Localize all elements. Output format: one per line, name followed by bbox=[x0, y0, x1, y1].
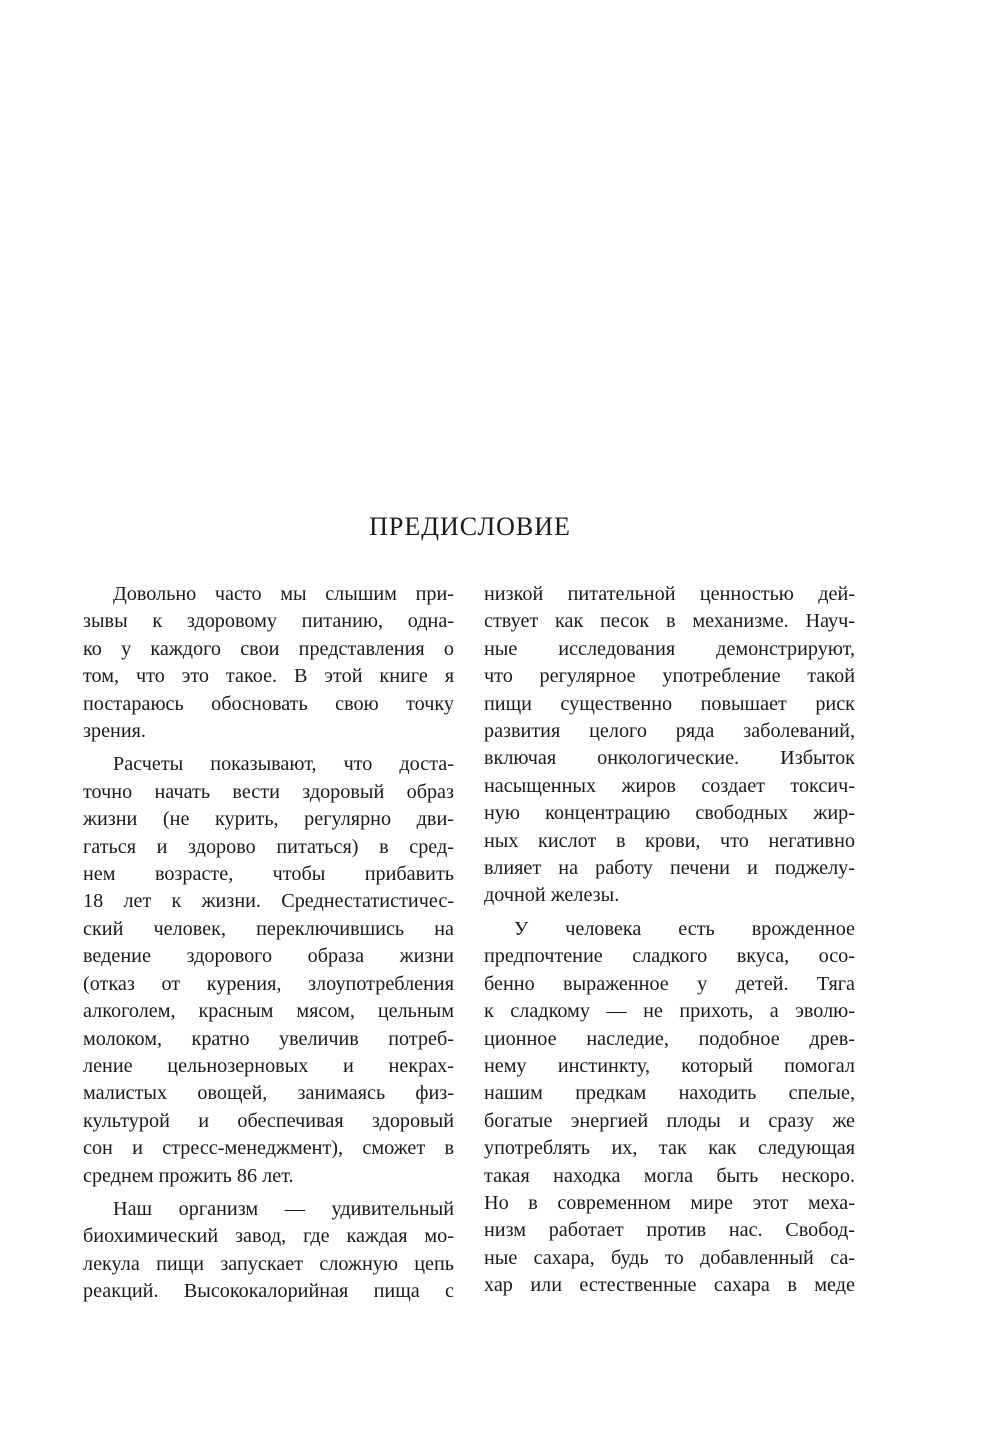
text-line: молоком, кратно увеличив потреб- bbox=[83, 1027, 454, 1050]
left-column bbox=[83, 581, 454, 1312]
text-line: пищи существенно повышает риск bbox=[484, 692, 855, 715]
text-line: низкой питательной ценностью дей- bbox=[484, 583, 855, 605]
text-line: У человека есть врожденное bbox=[514, 917, 855, 940]
text-line: такая находка могла быть нескоро. bbox=[484, 1164, 855, 1187]
text-line: биохимический завод, где каждая мо- bbox=[83, 1225, 454, 1248]
text-line: нем возрасте, чтобы прибавить bbox=[83, 863, 454, 886]
text-line: развития целого ряда заболеваний, bbox=[484, 720, 855, 743]
text-line: зрения. bbox=[83, 720, 146, 743]
text-line: лекула пищи запускает сложную цепь bbox=[83, 1252, 454, 1275]
text-line: ную концентрацию свободных жир- bbox=[484, 802, 855, 825]
text-line: ко у каждого свои представления о bbox=[83, 637, 454, 660]
text-line: реакций. Высококалорийная пища с bbox=[83, 1280, 454, 1303]
text-line: к сладкому — не прихоть, а эволю- bbox=[484, 1000, 855, 1023]
text-line: среднем прожить 86 лет. bbox=[83, 1164, 294, 1187]
text-line: предпочтение сладкого вкуса, осо- bbox=[484, 945, 855, 968]
text-line: насыщенных жиров создает токсич- bbox=[484, 774, 855, 797]
text-line: культурой и обеспечивая здоровый bbox=[83, 1109, 454, 1132]
text-line: ционное наследие, подобное древ- bbox=[484, 1027, 855, 1050]
text-line: Наш организм — удивительный bbox=[113, 1197, 454, 1220]
text-line: ление цельнозерновых и некрах- bbox=[83, 1054, 454, 1077]
text-line: включая онкологические. Избыток bbox=[484, 747, 855, 770]
paragraph bbox=[83, 1196, 454, 1306]
text-line: ные исследования демонстрируют, bbox=[484, 637, 855, 660]
text-line: постараюсь обосновать свою точку bbox=[83, 692, 454, 715]
text-line: ные сахара, будь то добавленный са- bbox=[484, 1246, 855, 1269]
text-line: том, что это такое. В этой книге я bbox=[83, 665, 454, 688]
text-line: богатые энергией плоды и сразу же bbox=[484, 1109, 855, 1132]
text-line: хар или естественные сахара в меде bbox=[484, 1274, 855, 1297]
text-line: влияет на работу печени и поджелу- bbox=[484, 857, 855, 880]
text-line: что регулярное употребление такой bbox=[484, 665, 855, 688]
text-line: низм работает против нас. Свобод- bbox=[484, 1219, 855, 1242]
text-line: сон и стресс-менеджмент), сможет в bbox=[83, 1137, 454, 1160]
text-line: жизни (не курить, регулярно дви- bbox=[83, 808, 454, 831]
text-line: дочной железы. bbox=[484, 884, 620, 907]
paragraph bbox=[484, 581, 855, 910]
text-line: алкоголем, красным мясом, цельным bbox=[83, 1000, 454, 1023]
paragraph bbox=[83, 581, 454, 745]
text-line: ствует как песок в механизме. Науч- bbox=[484, 610, 855, 633]
text-line: нему инстинкту, который помогал bbox=[484, 1054, 855, 1077]
text-line: ский человек, переключившись на bbox=[83, 917, 454, 940]
text-line: ных кислот в крови, что негативно bbox=[484, 829, 855, 852]
text-line: употреблять их, так как следующая bbox=[484, 1137, 855, 1160]
text-line: Довольно часто мы слышим при- bbox=[113, 583, 454, 605]
text-line: Но в современном мире этот меха- bbox=[484, 1191, 855, 1214]
page-title: ПРЕДИСЛОВИЕ bbox=[369, 512, 571, 541]
text-line: Расчеты показывают, что доста- bbox=[113, 753, 454, 776]
text-line: 18 лет к жизни. Среднестатистичес- bbox=[83, 890, 454, 913]
right-column bbox=[484, 581, 855, 1306]
text-line: малистых овощей, занимаясь физ- bbox=[83, 1082, 454, 1105]
text-line: (отказ от курения, злоупотребления bbox=[83, 972, 454, 995]
text-line: точно начать вести здоровый образ bbox=[83, 780, 454, 803]
text-line: гаться и здорово питаться) в сред- bbox=[83, 835, 454, 858]
text-line: бенно выраженное у детей. Тяга bbox=[484, 972, 855, 995]
text-line: зывы к здоровому питанию, одна- bbox=[83, 610, 454, 633]
text-line: ведение здорового образа жизни bbox=[83, 945, 454, 968]
paragraph bbox=[83, 751, 454, 1190]
text-line: нашим предкам находить спелые, bbox=[484, 1082, 855, 1105]
paragraph bbox=[484, 916, 855, 1300]
